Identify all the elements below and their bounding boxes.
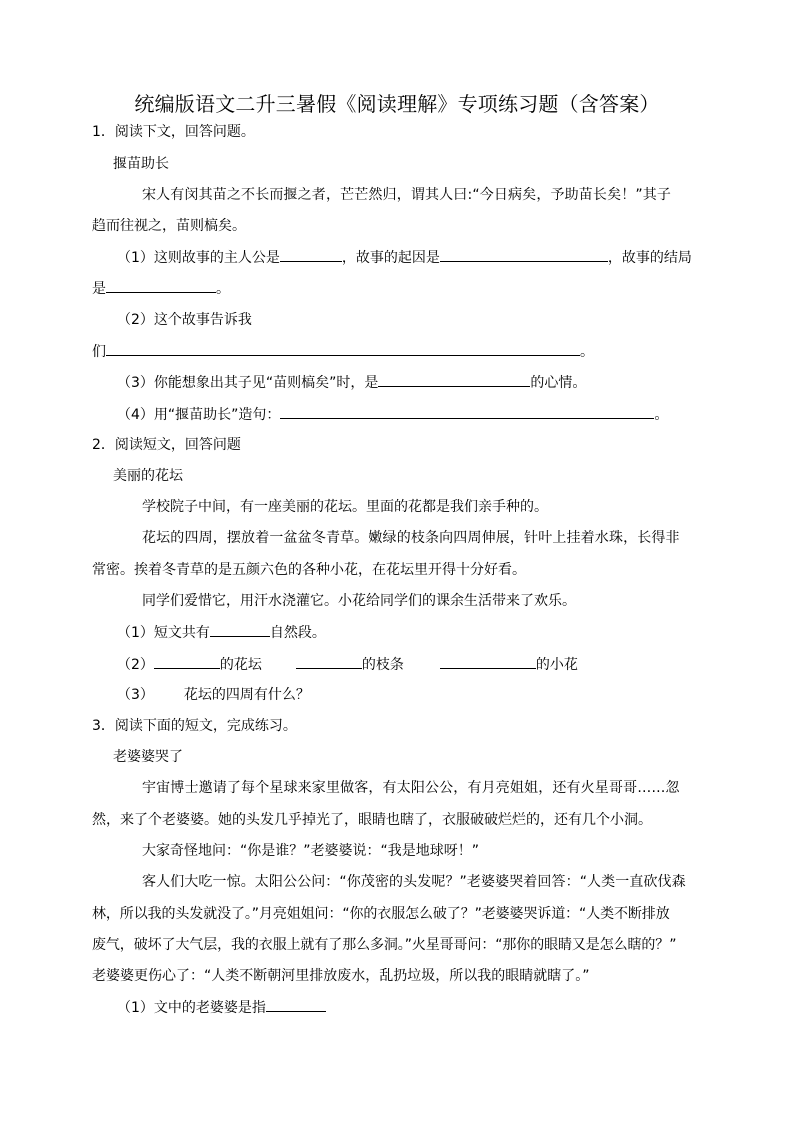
q1-s3-text: （3）你能想象出其子见“苗则槁矣”时，是: [117, 375, 379, 391]
q1-passage-title: 揠苗助长: [113, 156, 169, 172]
q2-subquestion-1: [117, 623, 326, 642]
answer-blank[interactable]: [440, 248, 608, 262]
q2-paragraph-line: 学校院子中间，有一座美丽的花坛。里面的花都是我们亲手种的。: [142, 499, 548, 515]
q1-s3-text: 的心情。: [530, 375, 587, 391]
q2-s3-text: （3）: [117, 687, 154, 703]
q2-passage-title: 美丽的花坛: [113, 468, 183, 484]
document-title: 统编版语文二升三暑假《阅读理解》专项练习题（含答案）: [134, 92, 660, 116]
q3-subquestion-1: [117, 998, 326, 1017]
q1-prompt: 1．阅读下文，回答问题。: [92, 124, 255, 140]
q2-s2-text: （2）: [117, 657, 154, 673]
q2-subquestion-3: [117, 686, 310, 704]
q2-s2-text: 的枝条: [361, 657, 404, 673]
q3-paragraph-line: 宇宙博士邀请了每个星球来家里做客，有太阳公公，有月亮姐姐，还有火星哥哥……忽: [142, 780, 680, 796]
answer-blank[interactable]: [440, 655, 536, 669]
q2-prompt: 2．阅读短文，回答问题: [92, 437, 241, 453]
q1-subquestion-3: [117, 373, 586, 392]
answer-blank[interactable]: [378, 373, 530, 387]
q1-subquestion-2: （2）这个故事告诉我: [117, 312, 252, 328]
answer-blank[interactable]: [266, 998, 326, 1012]
answer-blank[interactable]: [280, 405, 654, 419]
q1-s1-text: ，故事的结局: [607, 250, 692, 266]
answer-blank[interactable]: [210, 623, 270, 637]
q2-s2-text: 的花坛: [219, 657, 262, 673]
q1-subquestion-4: [117, 405, 668, 424]
q3-paragraph-line: 大家奇怪地问：“你是谁？”老婆婆说：“我是地球呀！”: [142, 843, 480, 859]
q2-paragraph-line: 常密。挨着冬青草的是五颜六色的各种小花，在花坛里开得十分好看。: [92, 562, 526, 578]
q3-passage-title: 老婆婆哭了: [113, 749, 183, 765]
q3-paragraph-line: 然，来了个老婆婆。她的头发几乎掉光了，眼睛也瞎了，衣服破破烂烂的，还有几个小洞。: [92, 812, 652, 828]
q1-s2-text: 们: [92, 344, 106, 360]
q3-paragraph-line: 废气，破坏了大气层，我的衣服上就有了那么多洞。”火星哥哥问：“那你的眼睛又是怎么瞎的？”: [92, 937, 677, 953]
q1-subquestion-1: [117, 248, 692, 267]
q2-s1-text: 自然段。: [269, 625, 326, 641]
answer-blank[interactable]: [296, 655, 362, 669]
q3-paragraph-line: 老婆婆更伤心了：“人类不断朝河里排放废水，乱扔垃圾，所以我的眼睛就瞎了。”: [92, 968, 590, 984]
q1-s4-text: 。: [654, 407, 669, 423]
answer-blank[interactable]: [154, 655, 220, 669]
q3-prompt: 3．阅读下面的短文，完成练习。: [92, 718, 297, 734]
q1-subquestion-2-cont: [92, 342, 594, 361]
q2-s2-text: 的小花: [535, 657, 578, 673]
q1-s2-text: 。: [580, 344, 594, 360]
q1-subquestion-1-cont: [92, 279, 230, 298]
q1-s1-text: （1）这则故事的主人公是: [117, 250, 280, 266]
q3-s1-text: （1）文中的老婆婆是指: [117, 1000, 266, 1016]
q2-s3-text: 花坛的四周有什么？: [183, 687, 310, 703]
q1-s4-text: （4）用“揠苗助长”造句：: [117, 407, 281, 423]
q1-paragraph-line: 趋而往视之，苗则槁矣。: [92, 218, 246, 234]
q2-paragraph-line: 花坛的四周，摆放着一盆盆冬青草。嫩绿的枝条向四周伸展，针叶上挂着水珠，长得非: [142, 530, 680, 546]
q2-paragraph-line: 同学们爱惜它，用汗水浇灌它。小花给同学们的课余生活带来了欢乐。: [142, 593, 576, 609]
q2-subquestion-2: [117, 655, 578, 674]
q3-paragraph-line: 林，所以我的头发就没了。”月亮姐姐问：“你的衣服怎么破了？”老婆婆哭诉道：“人类不断排放: [92, 906, 670, 922]
q1-paragraph-line: 宋人有闵其苗之不长而揠之者，芒芒然归，谓其人曰:“今日病矣，予助苗长矣！”其子: [142, 187, 672, 203]
answer-blank[interactable]: [106, 342, 580, 356]
q1-s1-text: 是: [92, 281, 106, 297]
q1-s1-text: 。: [216, 281, 230, 297]
q2-s1-text: （1）短文共有: [117, 625, 210, 641]
answer-blank[interactable]: [280, 248, 342, 262]
q1-s1-text: ，故事的起因是: [341, 250, 440, 266]
q3-paragraph-line: 客人们大吃一惊。太阳公公问：“你茂密的头发呢？”老婆婆哭着回答：“人类一直砍伐森: [142, 874, 686, 890]
answer-blank[interactable]: [106, 279, 216, 293]
